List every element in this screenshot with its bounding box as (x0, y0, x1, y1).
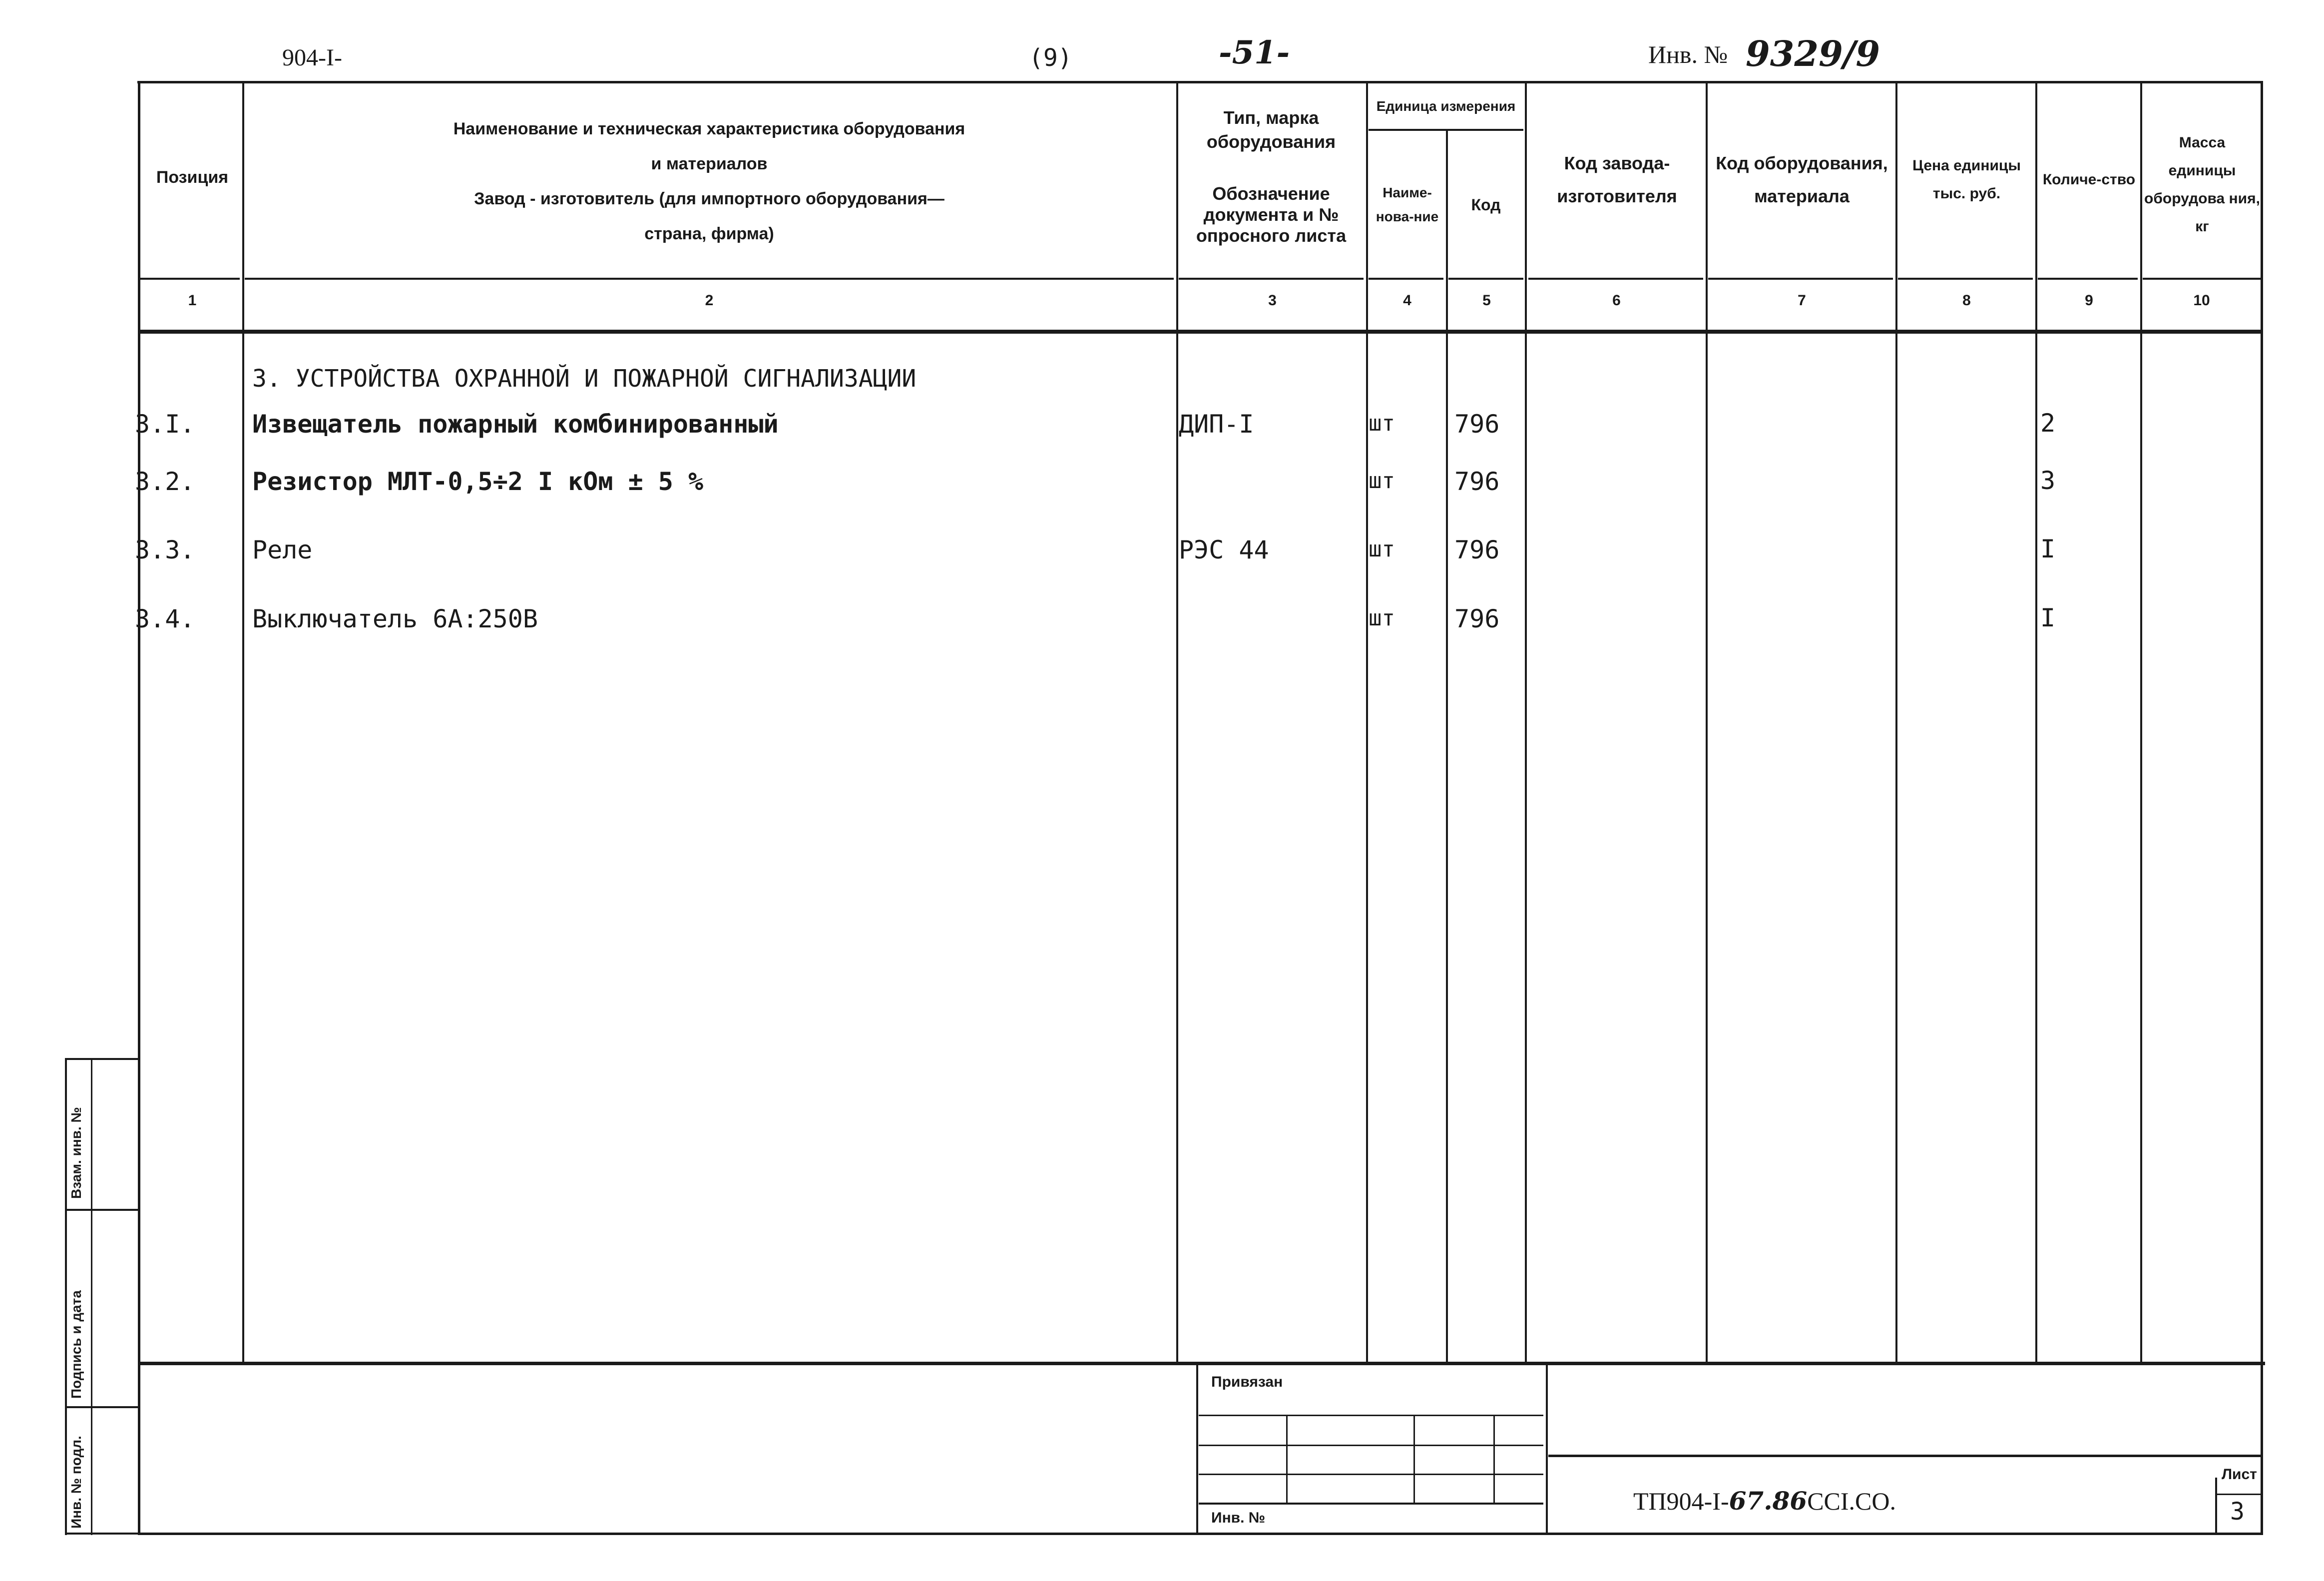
document-code-suffix: ССI.СО. (1807, 1487, 1896, 1515)
header-position: Позиция (156, 168, 229, 187)
row-1-name: Извещатель пожарный комбинированный (252, 410, 779, 439)
row-3-quantity: I (2040, 534, 2056, 563)
side-label-replace-inv: Взам. инв. № (68, 1107, 84, 1199)
header-quantity: Количе-ство (2042, 171, 2136, 188)
row-2-code: 796 (1454, 467, 1500, 496)
row-2-unit: шт (1369, 468, 1395, 494)
row-4-code: 796 (1454, 604, 1500, 633)
row-2-position: 3.2. (135, 467, 195, 496)
header-name-line4: страна, фирма) (644, 224, 774, 243)
column-number: 3 (1268, 292, 1277, 309)
header-equipment-code: Код оборудования, материала (1716, 153, 1888, 206)
section-title: 3. УСТРОЙСТВА ОХРАННОЙ И ПОЖАРНОЙ СИГНАЛИЗАЦИИ (252, 365, 917, 393)
header-unit-code: Код (1471, 196, 1501, 214)
column-number: 10 (2193, 292, 2210, 309)
series-code: 904-I- (282, 44, 342, 71)
row-1-quantity: 2 (2040, 409, 2056, 438)
column-number: 6 (1612, 292, 1621, 309)
side-label-inv-original: Инв. № подл. (68, 1436, 84, 1529)
header-name-line3: Завод - изготовитель (для импортного оборудования— (474, 189, 944, 208)
header-factory-code: Код завода-изготовителя (1557, 153, 1677, 206)
row-1-type: ДИП-I (1179, 410, 1254, 439)
side-label-sign-date: Подпись и дата (68, 1290, 84, 1399)
header-unit-price: Цена единицы тыс. руб. (1912, 157, 2021, 202)
row-1-code: 796 (1454, 410, 1500, 439)
sheet-label: Лист (2222, 1466, 2257, 1483)
column-number: 2 (705, 292, 714, 309)
sheet-number: 3 (2230, 1498, 2245, 1526)
document-code-prefix: ТП904-I- (1633, 1487, 1729, 1515)
row-4-quantity: I (2040, 603, 2056, 632)
document-code (1633, 1486, 1896, 1516)
row-4-name: Выключатель 6А:250В (252, 604, 538, 633)
sheet-paren: (9) (1029, 44, 1072, 72)
header-name-line2: и материалов (651, 154, 768, 173)
column-number: 7 (1798, 292, 1806, 309)
row-3-code: 796 (1454, 535, 1500, 564)
row-3-unit: шт (1369, 536, 1395, 562)
header-unit-mass: Масса единицы оборудова ния, кг (2144, 134, 2260, 235)
header-name-line1: Наименование и техническая характеристика оборудования (453, 119, 965, 138)
row-3-position: 3.3. (135, 535, 195, 564)
row-3-type: РЭС 44 (1179, 535, 1269, 564)
row-2-name: Резистор МЛТ-0,5÷2 I кОм ± 5 % (252, 467, 704, 496)
row-2-quantity: 3 (2040, 466, 2056, 495)
header-unit-group: Единица измерения (1376, 98, 1516, 114)
column-number: 1 (188, 292, 197, 309)
inv-number: 9329/9 (1746, 33, 1880, 74)
inv-label: Инв. № (1648, 40, 1728, 68)
row-1-position: 3.I. (135, 410, 195, 439)
document-code-handwritten: 67.86 (1729, 1486, 1808, 1516)
header-type: Тип, марка оборудования (1206, 107, 1336, 152)
row-3-name: Реле (252, 535, 313, 564)
row-4-position: 3.4. (135, 604, 195, 633)
header-designation: Обозначение документа и № опросного листа (1196, 183, 1347, 246)
column-number: 8 (1962, 292, 1971, 309)
page-number: -51- (1219, 34, 1290, 71)
stamp-attached-label: Привязан (1211, 1374, 1283, 1390)
column-number: 9 (2085, 292, 2093, 309)
row-4-unit: шт (1369, 605, 1395, 631)
row-1-unit: шт (1369, 411, 1395, 436)
header-unit-name: Наиме-нова-ние (1376, 185, 1439, 224)
column-number: 5 (1482, 292, 1491, 309)
stamp-inv-label: Инв. № (1211, 1510, 1266, 1526)
column-number: 4 (1403, 292, 1411, 309)
